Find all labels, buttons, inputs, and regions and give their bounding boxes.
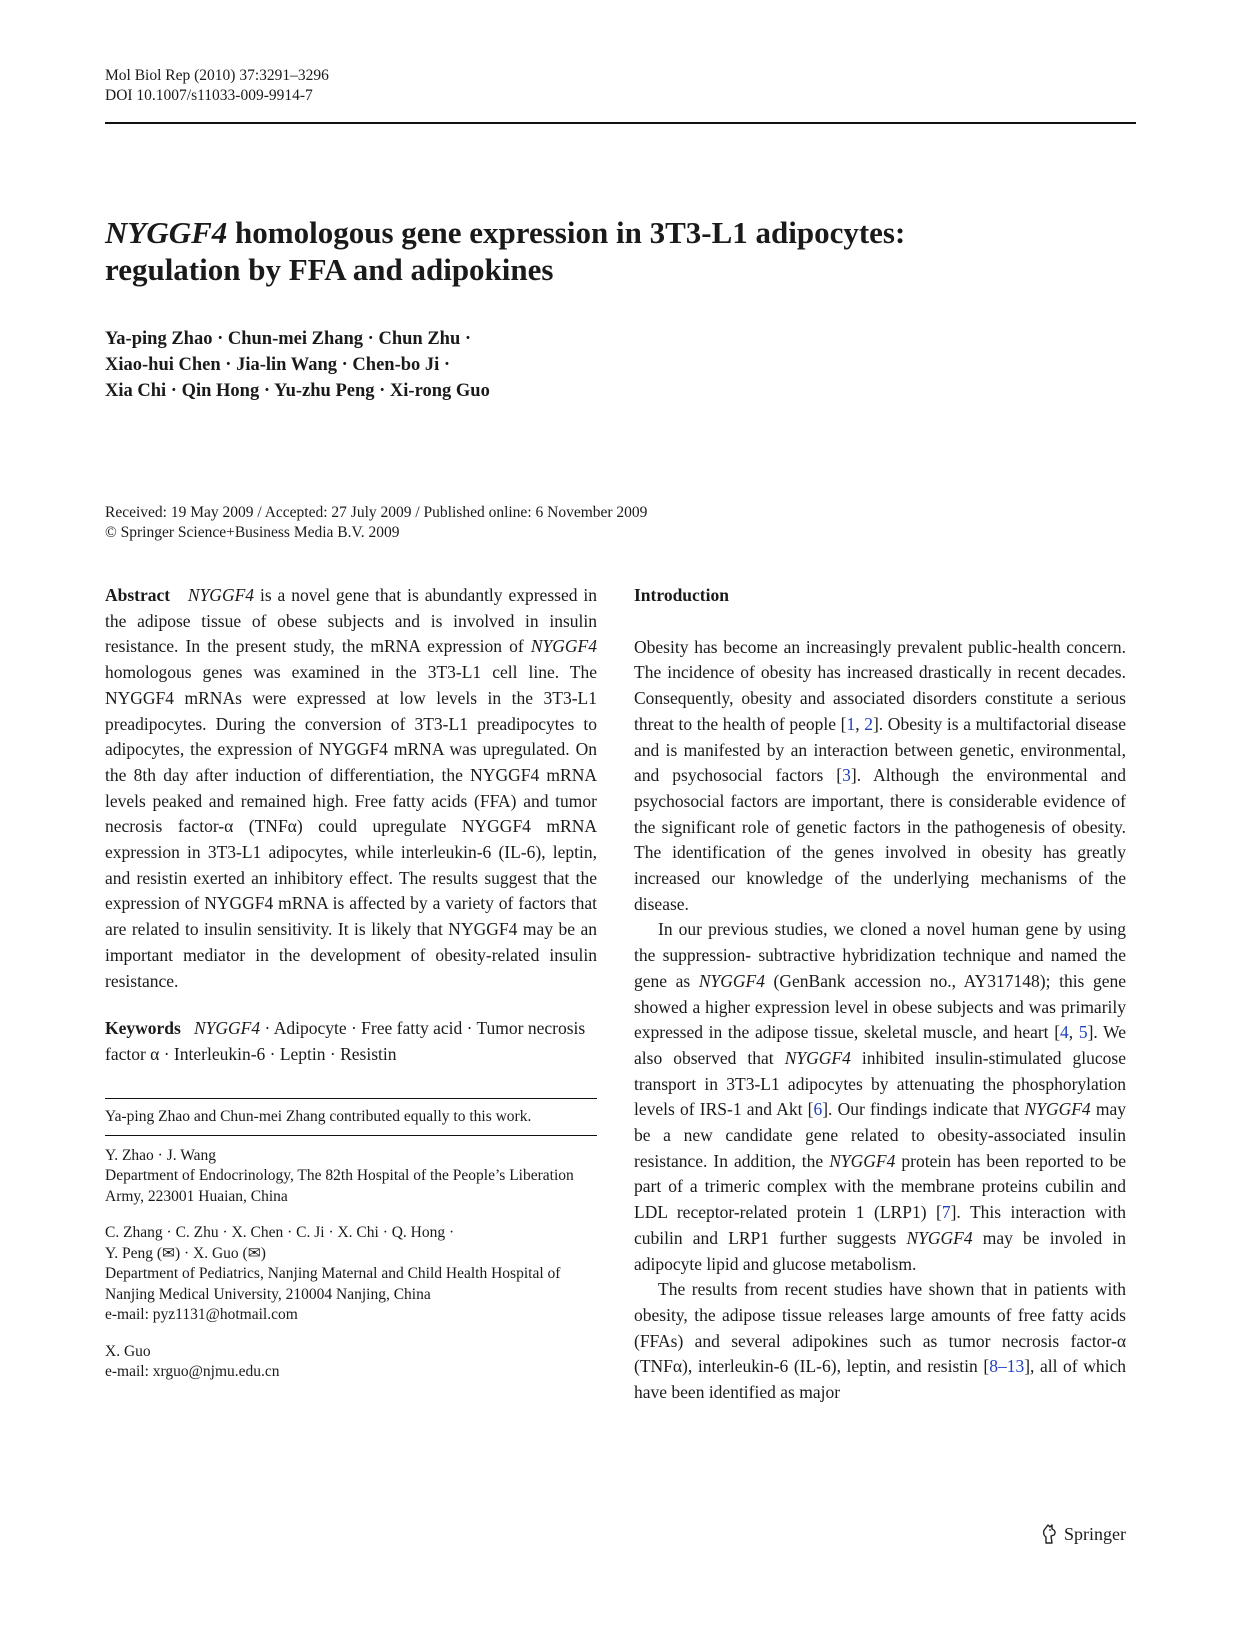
intro-p2-text-f: ]. Our findings indicate that [822, 1099, 1025, 1120]
publication-dates [105, 503, 647, 543]
intro-p2-text-a: In our previous studies, we cloned a novel human gene by using the suppression- subtractive hybridization technique and named the gene as [634, 919, 1126, 991]
keywords-list: · Adipocyte · Free fatty acid · Tumor necrosis factor α · Interleukin-6 · Leptin · Resistin [105, 1018, 586, 1064]
affiliation-2-dept: Department of Pediatrics, Nanjing Maternal and Child Health Hospital of Nanjing Medical University, 210004 Nanjing, China [105, 1265, 561, 1303]
affiliation-3-email[interactable]: e-mail: xrguo@njmu.edu.cn [105, 1363, 280, 1381]
abstract-heading: Abstract [105, 585, 171, 605]
gene-name: NYGGF4 [1024, 1099, 1091, 1120]
gene-name: NYGGF4 [784, 1047, 851, 1068]
gene-name: NYGGF4 [829, 1150, 896, 1171]
section-spacer [634, 609, 1126, 635]
intro-p2-text-g: may be a new candidate gene related to obesity-associated insulin resistance. In addition, the [634, 1099, 1126, 1171]
intro-p2-text-e: inhibited insulin-stimulated glucose transport in 3T3-L1 adipocytes by attenuating the phosphorylation levels of IRS-1 and Akt [ [634, 1047, 1126, 1120]
citation-link-6[interactable]: 6 [813, 1099, 823, 1120]
abstract-text-1: is a novel gene that is abundantly expressed in the adipose tissue of obese subjects and is involved in insulin resistance. In the present study, the mRNA expression of [105, 585, 598, 657]
affiliation-2-names-2: Y. Peng (✉) · X. Guo (✉) [105, 1244, 266, 1262]
author-list [105, 326, 490, 404]
footnote-rule [105, 1098, 597, 1099]
intro-p1-text-a: Obesity has become an increasingly prevalent public-health concern. The incidence of obesity has increased drastically in recent decades. Consequently, obesity and associated disorders constitute a serious threat to the health of people [ [634, 636, 1126, 734]
affiliation-2 [105, 1223, 597, 1326]
abstract-text-2: homologous genes was examined in the 3T3-L1 cell line. The NYGGF4 mRNAs were expressed at low levels in the 3T3-L1 preadipocytes. During the conversion of 3T3-L1 preadipocytes to adipocytes, the expression of NYGGF4 mRNA was upregulated. On the 8th day after induction of differentiation, the NYGGF4 mRNA levels peaked and remained high. Free fatty acids (FFA) and tumor necrosis factor-α (TNFα) could upregulate NYGGF4 mRNA expression in 3T3-L1 adipocytes, while interleukin-6 (IL-6), leptin, and resistin exerted an inhibitory effect. The results suggest that the expression of NYGGF4 mRNA is affected by a variety of factors that are related to insulin sensitivity. It is likely that NYGGF4 may be an important mediator in the development of obesity-related insulin resistance. [105, 662, 597, 991]
header-rule [105, 122, 1136, 124]
citation-link-3[interactable]: 3 [842, 765, 851, 786]
publisher-name: Springer [1064, 1523, 1126, 1544]
intro-paragraph-1 [634, 635, 1126, 918]
journal-citation: Mol Biol Rep (2010) 37:3291–3296 [105, 67, 329, 84]
affiliation-1-names: Y. Zhao · J. Wang [105, 1146, 216, 1164]
affiliation-3 [105, 1342, 597, 1383]
intro-p2-text-j: may be involed in adipocyte lipid and glucose metabolism. [634, 1227, 1126, 1274]
intro-p1-text-d: ]. Although the environmental and psychosocial factors are important, there is considerable evidence of the significant role of genetic factors in the pathogenesis of obesity. The identification of the genes involved in obesity has greatly increased our knowledge of the underlying mechanisms of the disease. [634, 765, 1127, 914]
intro-p1-text-c: ]. Obesity is a multifactorial disease and is manifested by an interaction between genetic, environmental, and psychosocial factors [ [634, 713, 1127, 786]
intro-p2-text-d: ]. We also observed that [634, 1022, 1126, 1068]
keyword-gene: NYGGF4 [193, 1018, 261, 1039]
journal-header [105, 66, 329, 106]
citation-link-4[interactable]: 4 [1060, 1022, 1069, 1043]
intro-p1-text-b: , [855, 713, 865, 734]
authors-line1: Ya-ping Zhao · Chun-mei Zhang · Chun Zhu · [105, 329, 472, 349]
citation-link-7[interactable]: 7 [941, 1202, 951, 1223]
journal-doi: DOI 10.1007/s11033-009-9914-7 [105, 87, 313, 104]
intro-p2-text-c: , [1068, 1022, 1079, 1043]
intro-p2-text-h: protein has been reported to be part of a trimeric complex with the membrane proteins cubilin and LDL receptor-related protein 1 (LRP1) [ [634, 1150, 1126, 1223]
authors-line3: Xia Chi · Qin Hong · Yu-zhu Peng · Xi-rong Guo [105, 381, 490, 401]
affiliation-1-dept: Department of Endocrinology, The 82th Hospital of the People’s Liberation Army, 223001 Huaian, China [105, 1167, 574, 1205]
copyright: © Springer Science+Business Media B.V. 2009 [105, 524, 400, 541]
affiliation-1 [105, 1146, 597, 1208]
intro-p2-text-b: (GenBank accession no., AY317148); this gene showed a higher expression level in obese subjects and was primarily expressed in the adipose tissue, skeletal muscle, and heart [ [634, 970, 1126, 1043]
intro-p2-text-i: ]. This interaction with cubilin and LRP1 further suggests [634, 1202, 1126, 1248]
footnote-rule-2 [105, 1135, 597, 1136]
abstract [105, 583, 597, 994]
left-column [105, 583, 597, 1383]
citation-link-2[interactable]: 2 [864, 713, 873, 734]
authors-line2: Xiao-hui Chen · Jia-lin Wang · Chen-bo Ji · [105, 355, 451, 375]
intro-paragraph-2 [634, 917, 1126, 1277]
intro-paragraph-3 [634, 1277, 1126, 1406]
intro-p3-text-a: The results from recent studies have shown that in patients with obesity, the adipose tissue releases large amounts of free fatty acids (FFAs) and several adipokines such as tumor necrosis factor-α (TNFα), interleukin-6 (IL-6), leptin, and resistin [ [634, 1279, 1126, 1377]
article-title [105, 214, 1136, 288]
title-gene: NYGGF4 [105, 215, 228, 250]
gene-name: NYGGF4 [698, 970, 765, 991]
gene-name: NYGGF4 [906, 1227, 973, 1248]
citation-link-1[interactable]: 1 [846, 713, 856, 734]
affiliation-3-names: X. Guo [105, 1342, 151, 1360]
keywords-heading: Keywords [105, 1018, 181, 1039]
intro-p3-text-b: ], all of which have been identified as major [634, 1356, 1126, 1403]
citation-link-8-13[interactable]: 8–13 [989, 1356, 1025, 1377]
introduction-heading: Introduction [634, 585, 729, 605]
springer-horse-icon [1040, 1523, 1060, 1545]
right-column [634, 583, 1126, 1406]
date-history: Received: 19 May 2009 / Accepted: 27 July 2009 / Published online: 6 November 2009 [105, 504, 648, 521]
publisher-mark [1040, 1523, 1126, 1545]
affiliation-2-names: C. Zhang · C. Zhu · X. Chen · C. Ji · X. Chi · Q. Hong · [105, 1224, 455, 1242]
title-line1: homologous gene expression in 3T3-L1 adipocytes: [227, 215, 906, 250]
title-line2: regulation by FFA and adipokines [105, 252, 554, 287]
affiliation-2-email[interactable]: e-mail: pyz1131@hotmail.com [105, 1306, 298, 1324]
citation-link-5[interactable]: 5 [1078, 1022, 1088, 1043]
keywords [105, 1016, 597, 1067]
abstract-gene-2: NYGGF4 [530, 636, 597, 657]
contribution-note: Ya-ping Zhao and Chun-mei Zhang contributed equally to this work. [105, 1107, 532, 1125]
abstract-gene-1: NYGGF4 [187, 585, 255, 605]
